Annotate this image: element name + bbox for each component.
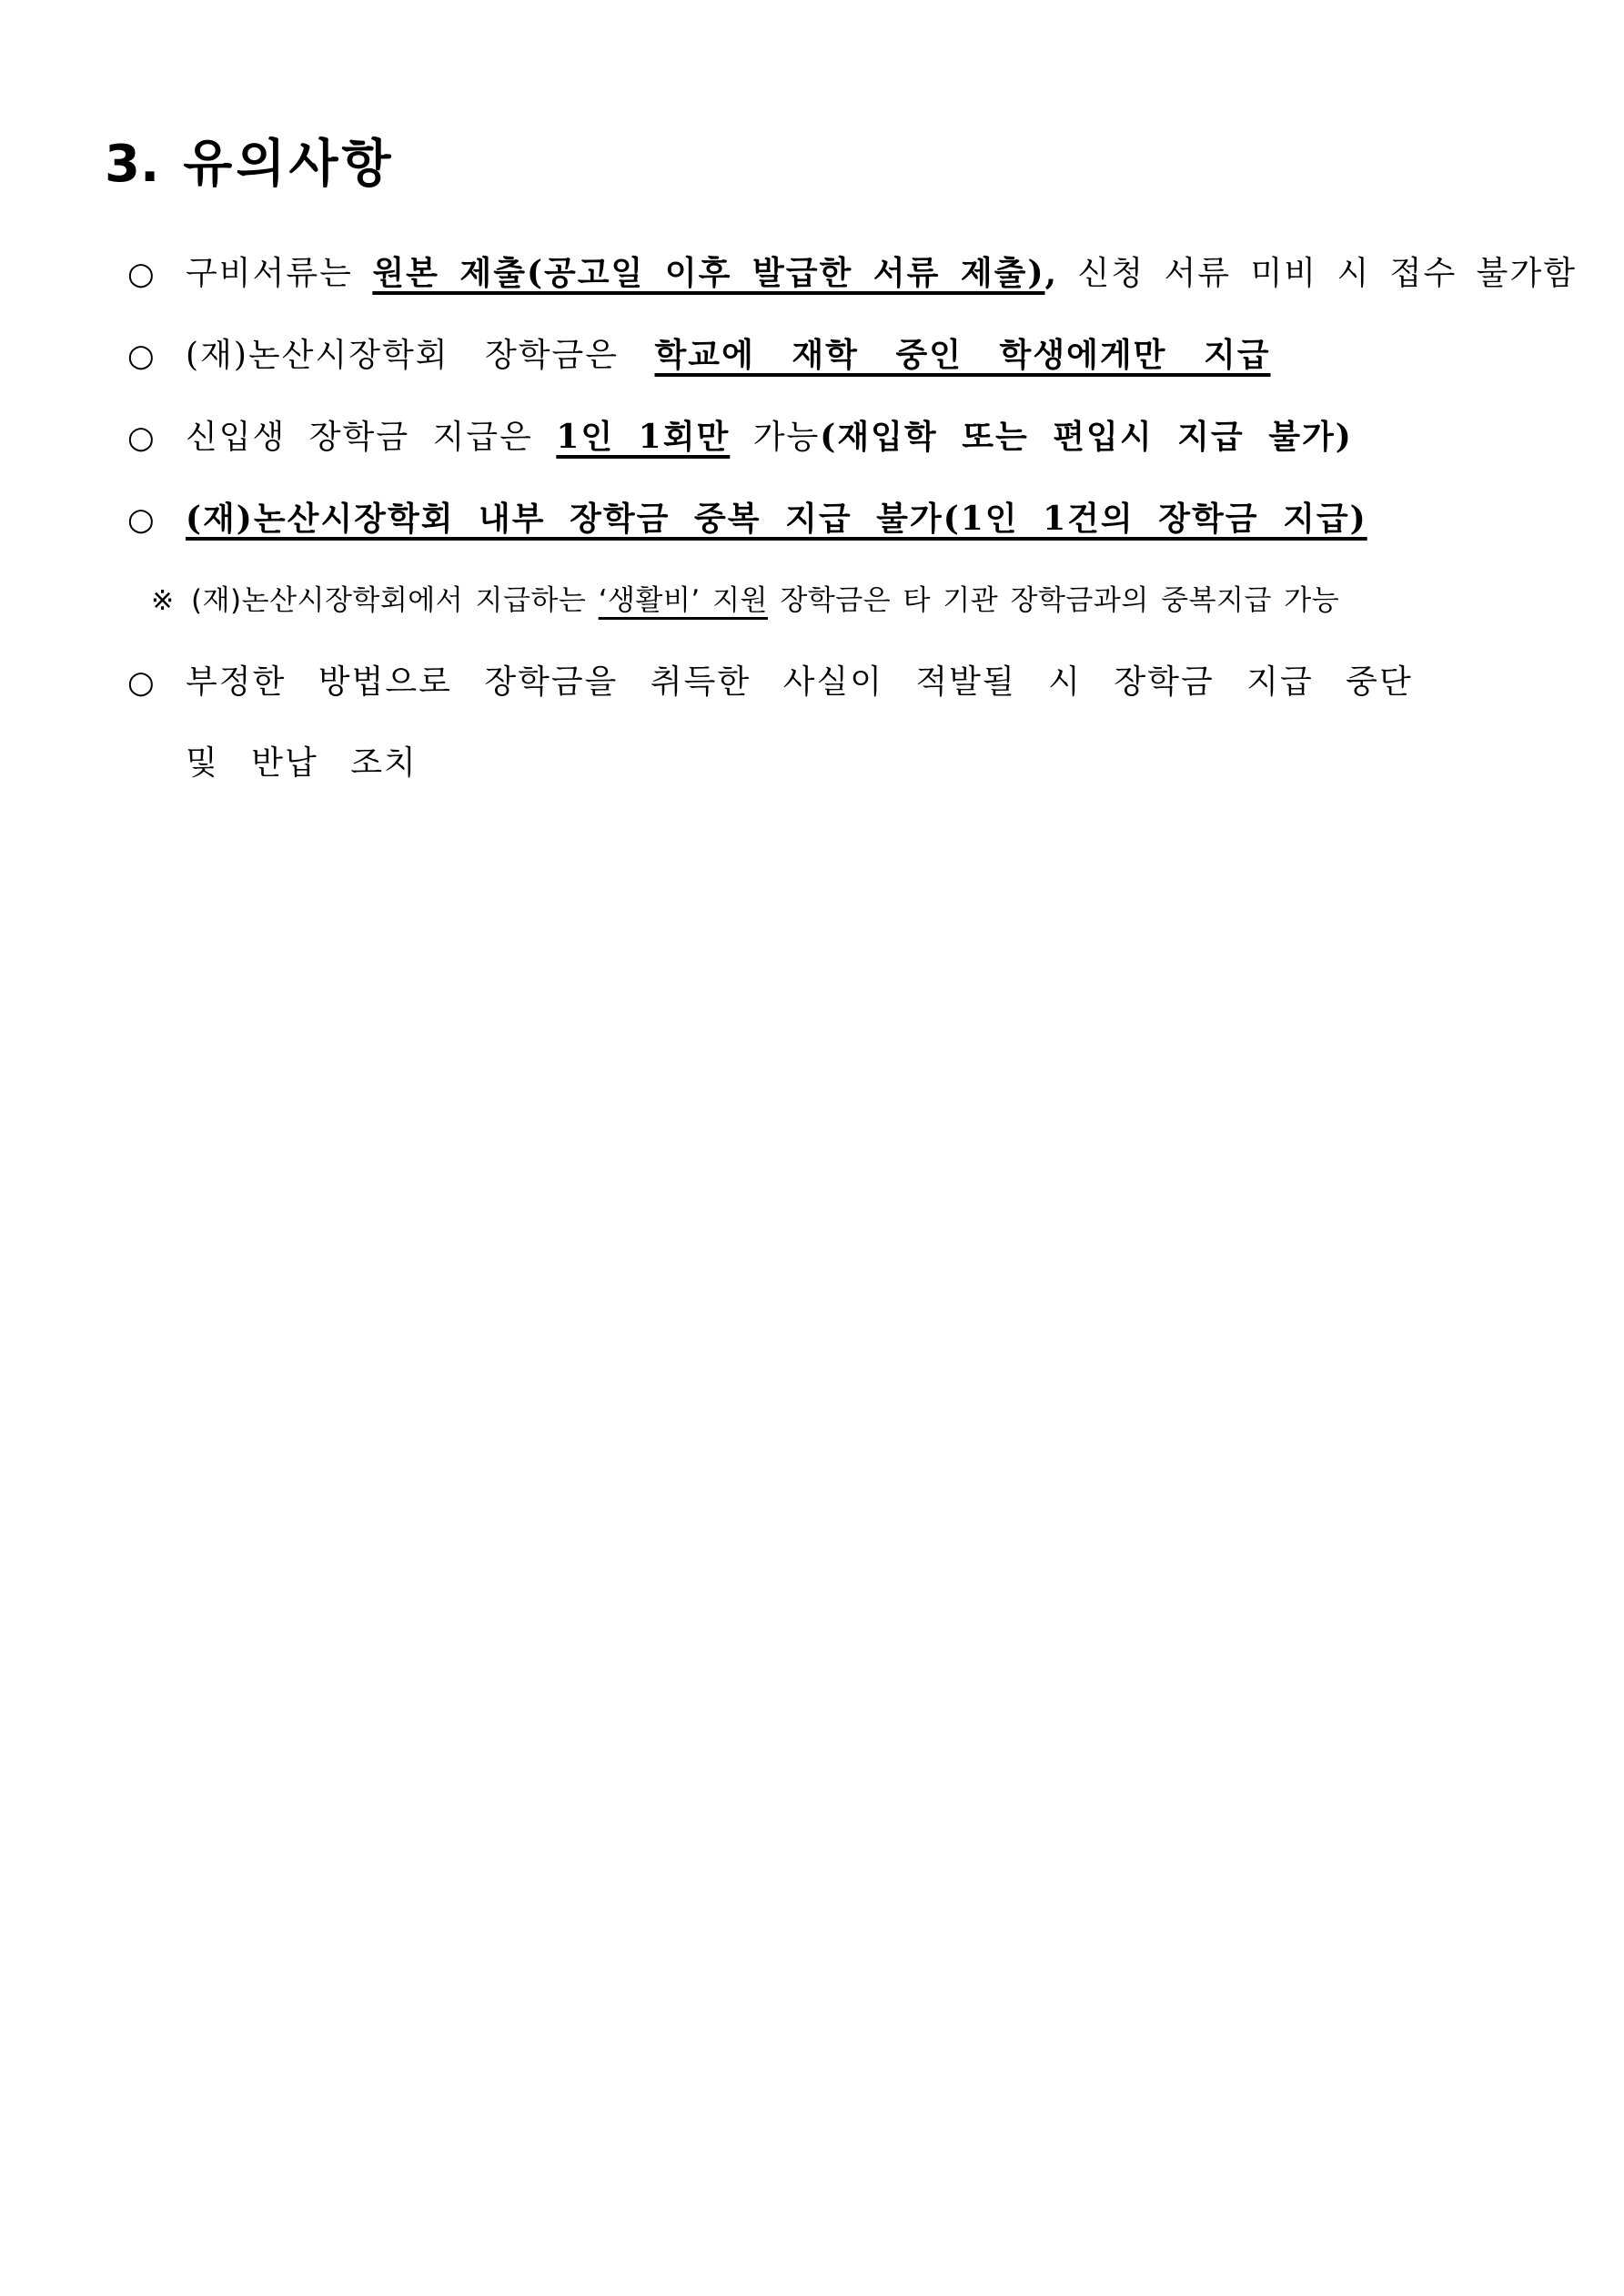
text-segment-bold-underline: 학교에 재학 중인 학생에게만 지급 [654,335,1271,374]
list-item-text [186,499,1367,540]
text-segment: (재)논산시장학회 장학금은 [186,336,655,374]
text-segment-bold-underline: 1인 1회만 [556,417,731,456]
list-item [127,417,1560,458]
list-item-text: 및 반납 조치 [186,743,418,782]
list-item [127,663,1560,703]
reference-mark-icon: ※ [151,584,175,617]
circle-bullet-marker: ○ [127,501,156,538]
text-segment-bold: , [1044,253,1059,292]
text-segment-underline: ‘생활비’ 지원 [598,583,768,617]
list-item [127,253,1578,294]
list-item-text [186,417,1353,458]
list-item [127,499,1560,540]
note-text [191,581,1339,621]
note-item [127,581,1560,622]
text-segment: 장학금은 타 기관 장학금과의 중복지급 가능 [768,583,1340,617]
circle-bullet-marker: ○ [127,255,156,292]
text-segment-bold-underline: (재)논산시장학회 내부 장학금 중복 지급 불가(1인 1건의 장학금 지급) [186,499,1367,538]
text-segment: 신청 서류 미비 시 접수 불가함 [1058,254,1578,292]
notice-list [127,253,1578,784]
circle-bullet-marker: ○ [127,663,156,701]
text-segment-bold-underline: 원본 제출(공고일 이후 발급한 서류 제출) [372,253,1045,292]
text-segment: 신입생 장학금 지급은 [186,418,557,456]
text-segment: 구비서류는 [186,254,373,292]
text-segment-bold: (재입학 또는 편입시 지급 불가) [820,417,1353,456]
text-segment: (재)논산시장학회에서 지급하는 [191,583,599,617]
circle-bullet-marker: ○ [127,419,156,456]
list-item [127,335,1560,376]
list-item-text: 부정한 방법으로 장학금을 취득한 사실이 적발될 시 장학금 지급 중단 [186,663,1413,701]
section-number: 3. [105,135,160,194]
list-item-text [186,253,1577,294]
text-segment: 가능 [730,418,821,456]
list-item-text [186,335,1271,376]
section-heading [105,137,1560,193]
circle-bullet-marker: ○ [127,337,156,374]
section-title: 유의사항 [183,135,395,194]
list-item-continuation [127,743,1560,784]
